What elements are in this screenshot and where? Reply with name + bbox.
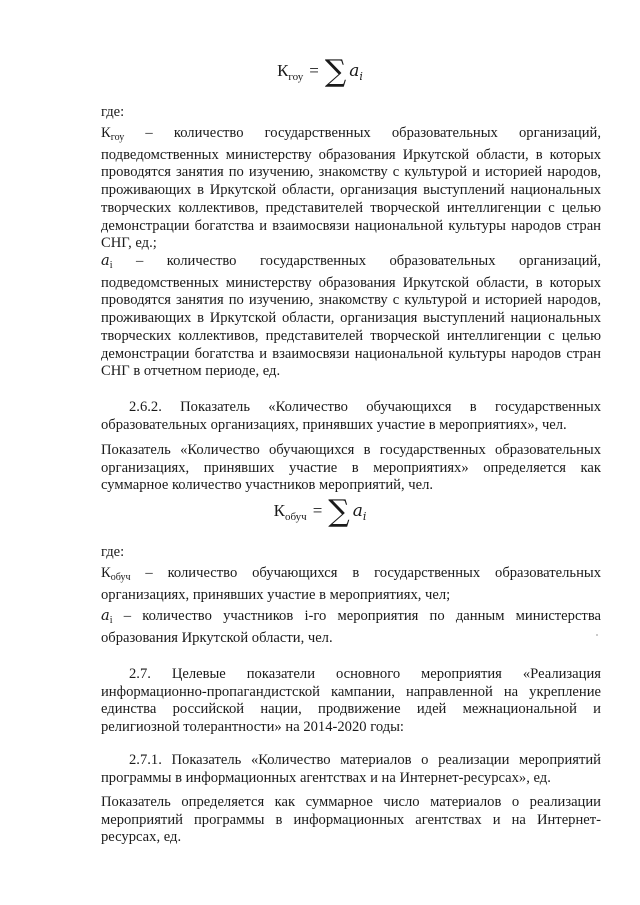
formula-lhs-subscript: гоу xyxy=(288,71,304,83)
formula-lhs: К xyxy=(273,501,285,520)
formula-equals: = xyxy=(309,61,319,80)
formula-variable: a xyxy=(349,61,360,81)
formula-lhs-subscript: обуч xyxy=(284,511,307,523)
definition-symbol: К xyxy=(101,565,111,581)
section-2-6-2-heading: 2.6.2. Показатель «Количество обучающихся в государственных образовательных организациях, принявших участие в мероприятиях», чел. xyxy=(101,399,601,433)
section-2-6-2-paragraph: Показатель «Количество обучающихся в государственных образовательных организациях, принявших участие в мероприятиях» определяется как суммарное количество участников мероприятий, чел. xyxy=(101,442,601,494)
definition-a-i xyxy=(101,252,601,381)
summation-symbol: ∑ xyxy=(328,494,350,529)
scan-speck xyxy=(596,634,598,636)
formula-variable-subscript: i xyxy=(362,510,367,523)
where-label: где: xyxy=(101,544,125,560)
formula-k-gou xyxy=(0,54,640,89)
formula-variable: a xyxy=(352,501,363,521)
definition-symbol-subscript: i xyxy=(109,615,113,626)
section-2-7-1-heading: 2.7.1. Показатель «Количество материалов о реализации мероприятий программы в информационных агентствах и на Интернет-ресурсах», ед. xyxy=(101,752,601,786)
section-2-7-heading: 2.7. Целевые показатели основного мероприятия «Реализация информационно-пропагандистской кампании, направленной на укрепление единства российской нации, продвижение идей межнациональной и религиозной толерантности» на 2014-2020 годы: xyxy=(101,666,601,736)
definition-symbol-subscript: i xyxy=(109,260,113,271)
definition-k-obuch xyxy=(101,565,601,604)
definition-k-gou xyxy=(101,125,601,253)
definition-text: – количество государственных образовательных организаций, подведомственных министерству образования Иркутской области, в которых проводятся занятия по изучению, знакомству с культурой и историей народов, проживающих в Иркутской области, организация выступлений национальных творческих коллективов, представителей творческой интеллигенции с целью демонстрации богатства и взаимосвязи национальной культуры народов стран СНГ, ед.; xyxy=(101,125,601,252)
definition-a-i-participants xyxy=(101,607,601,647)
definition-text: – количество государственных образовательных организаций, подведомственных министерству образования Иркутской области, в которых проводятся занятия по изучению, знакомству с культурой и историей народов, проживающих в Иркутской области, организация выступлений национальных творческих коллективов, представителей творческой интеллигенции с целью демонстрации богатства и взаимосвязи национальной культуры народов стран СНГ в отчетном периоде, ед. xyxy=(101,253,601,380)
formula-variable-subscript: i xyxy=(359,70,363,83)
definition-text: – количество участников i-го мероприятия по данным министерства образования Иркутской области, чел. xyxy=(101,608,601,646)
definition-symbol: К xyxy=(101,125,111,141)
formula-equals: = xyxy=(312,501,323,520)
definition-symbol: a xyxy=(101,252,110,269)
definition-symbol-subscript: обуч xyxy=(110,572,131,583)
formula-k-obuch xyxy=(0,494,640,529)
summation-symbol: ∑ xyxy=(324,54,347,89)
definition-text: – количество обучающихся в государственных образовательных организациях, принявших участие в мероприятиях, чел; xyxy=(101,565,601,603)
section-2-7-1-paragraph: Показатель определяется как суммарное число материалов о реализации мероприятий программы в информационных агентствах и на Интернет-ресурсах, ед. xyxy=(101,794,601,846)
where-label: где: xyxy=(101,104,125,120)
formula-lhs: К xyxy=(277,61,289,80)
definition-symbol: a xyxy=(101,607,110,624)
definition-symbol-subscript: гоу xyxy=(110,132,125,143)
